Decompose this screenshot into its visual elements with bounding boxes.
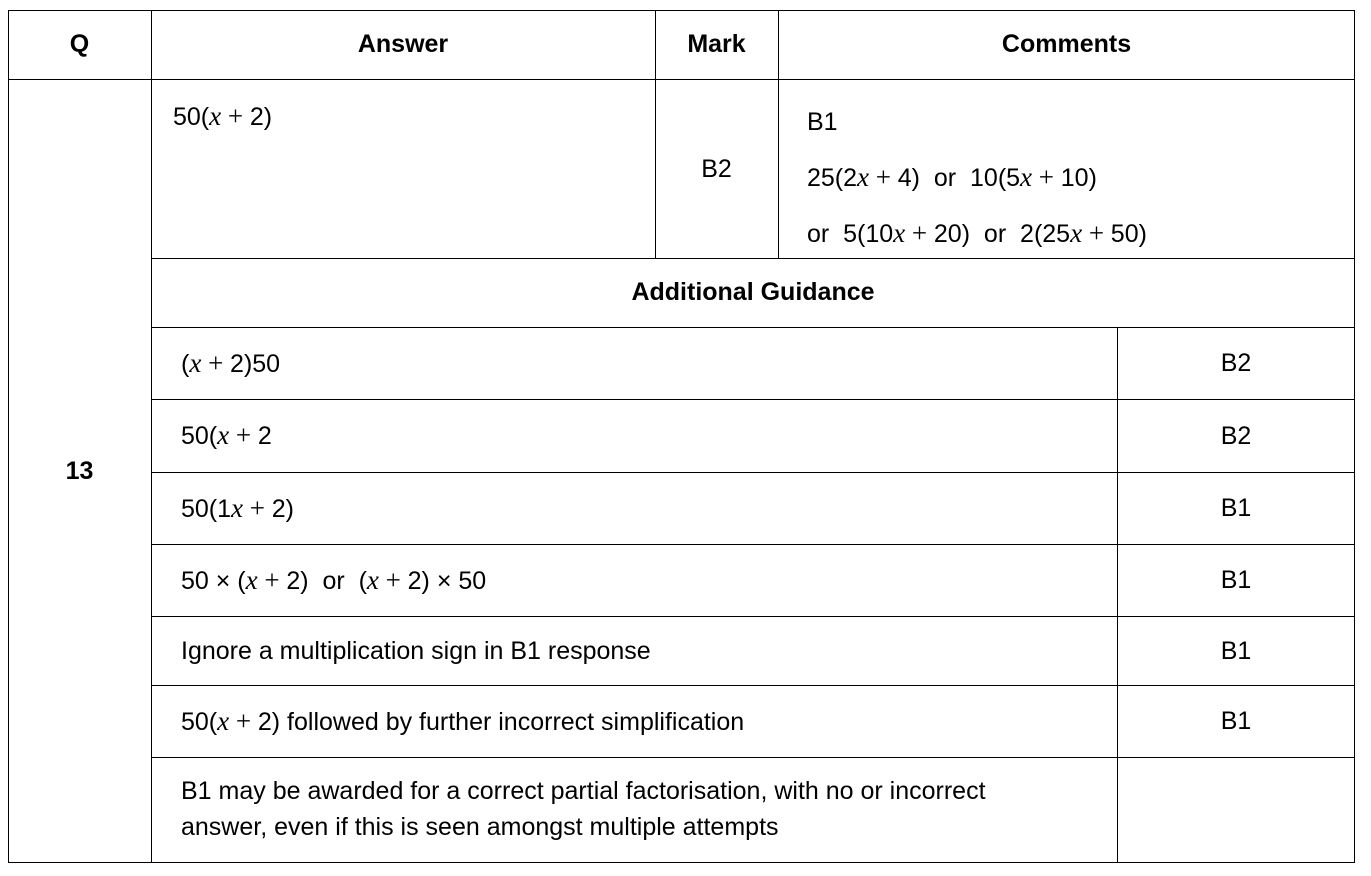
- comments-cell: [807, 95, 1347, 262]
- rule-left: [8, 10, 9, 863]
- comment-line-2: 25(2x + 4) or 10(5x + 10): [807, 162, 1097, 192]
- rule-answer-bottom: [151, 258, 1355, 259]
- rule-answer-right: [655, 10, 656, 258]
- rule-mark-right: [778, 10, 779, 258]
- rule-top: [8, 10, 1355, 11]
- rule-right: [1354, 10, 1355, 863]
- guidance-row-mark: B1: [1220, 494, 1252, 522]
- guidance-row-mark: B1: [1220, 707, 1252, 735]
- guidance-row-mark: B2: [1220, 349, 1252, 377]
- header-answer: Answer: [357, 30, 449, 58]
- rule-guidance-divider: [1117, 327, 1118, 863]
- comment-line-1: B1: [807, 108, 838, 136]
- guidance-row-text: B1 may be awarded for a correct partial factorisation, with no or incorrect answer, even if this is seen amongst multiple attempts: [181, 777, 986, 841]
- guidance-row-text: 50 × (x + 2) or (x + 2) × 50: [181, 564, 487, 595]
- rule-row: [151, 616, 1355, 617]
- guidance-row-mark: B1: [1220, 636, 1252, 665]
- rule-row: [151, 685, 1355, 686]
- guidance-row-text: 50(x + 2) followed by further incorrect simplification: [181, 705, 745, 736]
- answer-value: 50(x + 2): [173, 101, 273, 131]
- header-comments: Comments: [1001, 30, 1132, 58]
- rule-row: [151, 399, 1355, 400]
- guidance-row-mark: B2: [1220, 421, 1252, 450]
- answer-mark: B2: [701, 154, 732, 183]
- guidance-row-text: 50(x + 2: [181, 420, 272, 450]
- comment-line-3: or 5(10x + 20) or 2(25x + 50): [807, 218, 1147, 248]
- guidance-row-mark: B1: [1220, 566, 1252, 594]
- rule-q-right: [151, 10, 152, 863]
- rule-row: [151, 544, 1355, 545]
- question-number: 13: [65, 456, 94, 485]
- guidance-row-text: 50(1x + 2): [181, 492, 294, 523]
- mark-scheme-table: [8, 10, 1355, 863]
- answer-cell: [173, 98, 643, 135]
- guidance-row-mark: [1117, 757, 1355, 863]
- guidance-title: Additional Guidance: [631, 278, 875, 306]
- rule-row: [151, 472, 1355, 473]
- header-mark: Mark: [687, 30, 746, 58]
- guidance-row-text: Ignore a multiplication sign in B1 response: [181, 636, 651, 665]
- rule-guidance-title-bottom: [151, 327, 1355, 328]
- rule-bottom: [8, 862, 1355, 863]
- rule-row: [151, 757, 1355, 758]
- header-q: Q: [69, 30, 90, 58]
- guidance-row-text: (x + 2)50: [181, 347, 281, 378]
- rule-header-bottom: [8, 79, 1355, 80]
